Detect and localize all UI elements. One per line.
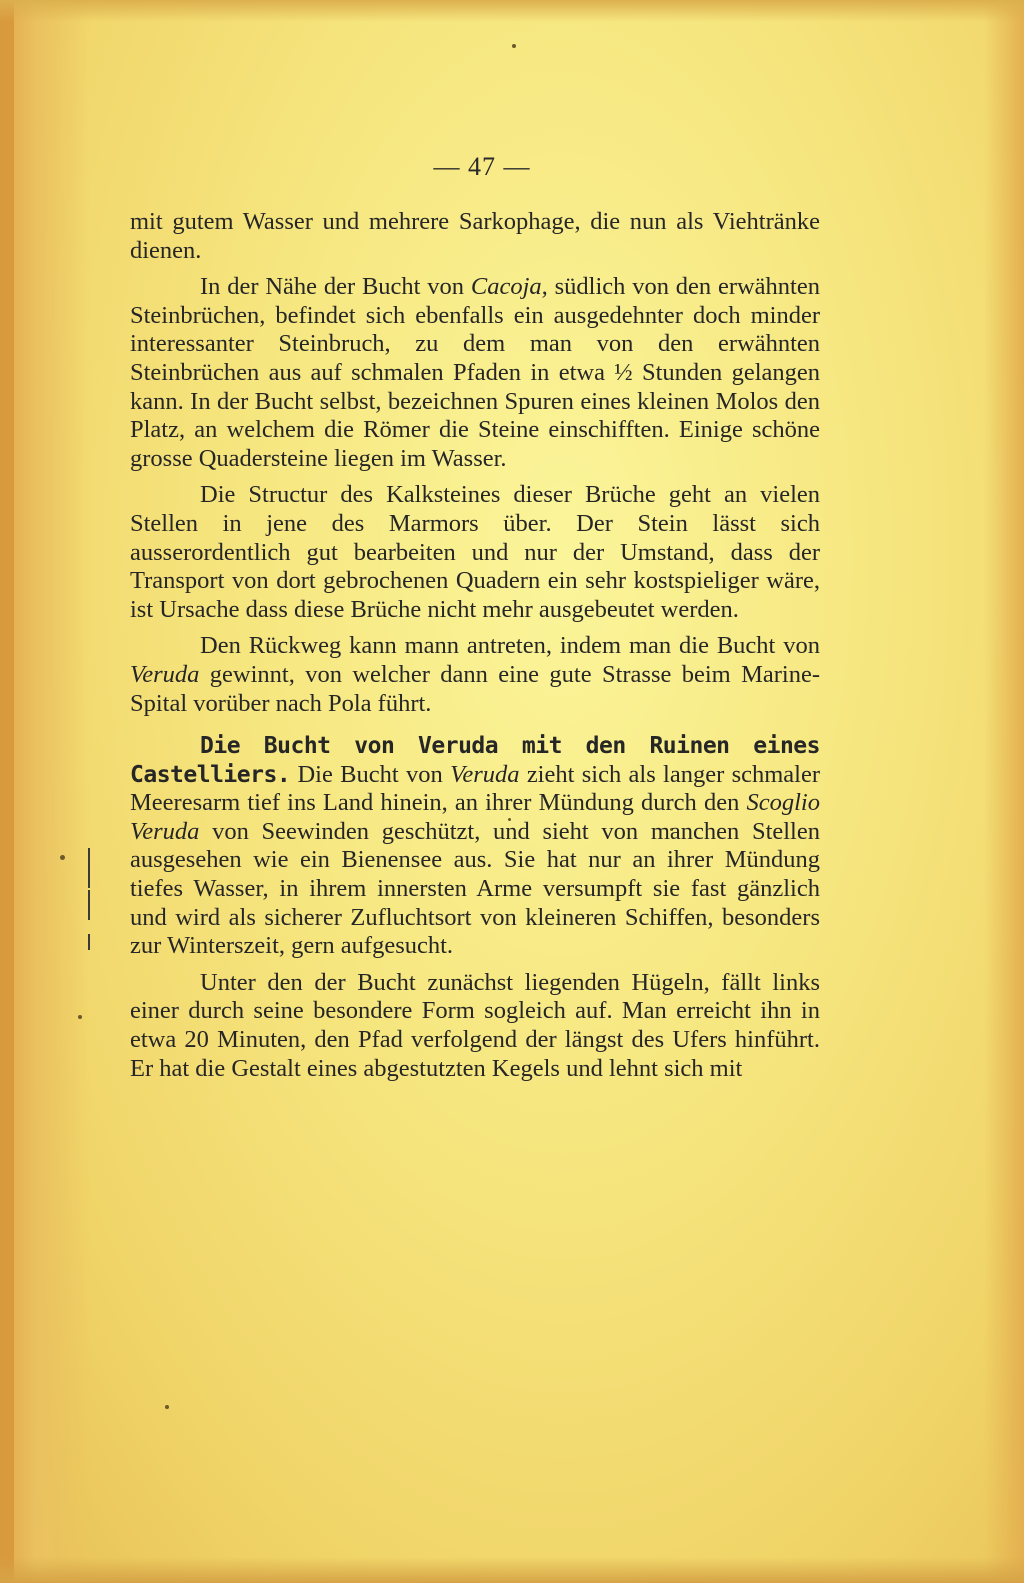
body-text bbox=[130, 208, 820, 1091]
place-name-italic: Veruda bbox=[450, 760, 520, 788]
paragraph-2 bbox=[130, 273, 820, 473]
paragraph-text: gewinnt, von welcher dann eine gute Strasse beim Marine-Spital vorüber nach Pola führt. bbox=[130, 660, 820, 717]
paragraph-text: Die Structur des Kalksteines dieser Brüche geht an vielen Stellen in jene des Marmors über. Der Stein lässt sich ausserordentlich gut bearbeiten und nur der Umstand, dass der Transport von dort gebrochenen Quadern ein sehr kostspieliger wäre, ist Ursache dass diese Brüche nicht mehr ausgebeutet werden. bbox=[130, 481, 820, 623]
section-heading: Die Bucht von Veruda mit den Ruinen eines Castelliers. bbox=[130, 733, 820, 788]
margin-mark bbox=[88, 934, 90, 950]
place-name-italic: Cacoja, bbox=[470, 273, 548, 301]
paragraph-text: Den Rückweg kann mann antreten, indem man die Bucht von bbox=[200, 632, 820, 660]
page-bottom-shading bbox=[0, 1557, 1024, 1583]
paragraph-3 bbox=[130, 481, 820, 624]
paragraph-text: von Seewinden geschützt, und sieht von manchen Stellen ausgesehen wie ein Bienensee aus. Sie hat nur an ihrer Mündung tiefes Wasser, in ihrem innersten Arme versumpft sie fast gänzlich und wird als sicherer Zufluchtsort von kleineren Schiffen, besonders zur Winterszeit, gern aufgesucht. bbox=[130, 817, 820, 960]
paper-speck bbox=[78, 1015, 82, 1019]
paragraph-text: In der Nähe der Bucht von bbox=[200, 273, 471, 301]
paragraph-6 bbox=[130, 969, 820, 1083]
paragraph-text: mit gutem Wasser und mehrere Sarkophage, die nun als Viehtränke dienen. bbox=[130, 208, 820, 264]
paragraph-text: Die Bucht von bbox=[290, 760, 451, 788]
margin-mark bbox=[88, 890, 90, 920]
paragraph-1 bbox=[130, 208, 820, 265]
paper-speck bbox=[60, 855, 65, 860]
paragraph-text: Unter den der Bucht zunächst liegenden Hügeln, fällt links einer durch seine besondere Form sogleich auf. Man erreicht ihn in etwa 20 Minuten, den Pfad verfolgend der längst des Ufers hinführt. Er hat die Gestalt eines abgestutzten Kegels und lehnt sich mit bbox=[130, 968, 820, 1082]
margin-mark bbox=[88, 848, 90, 888]
paragraph-5 bbox=[130, 732, 820, 961]
page-right-shading bbox=[984, 0, 1024, 1583]
place-name-italic: Scoglio Veruda bbox=[130, 789, 820, 845]
paragraph-text: südlich von den erwähnten Steinbrüchen, befindet sich ebenfalls ein ausgedehnter doch minder interessanter Steinbruch, zu dem man von den erwähnten Steinbrüchen aus auf schmalen Pfaden in etwa ½ Stunden gelangen kann. In der Bucht selbst, bezeichnen Spuren eines kleinen Molos den Platz, an welchem die Römer die Steine einschifften. Einige schöne grosse Quadersteine liegen im Wasser. bbox=[130, 273, 820, 472]
paragraph-4 bbox=[130, 632, 820, 718]
page-binding-edge bbox=[0, 0, 14, 1583]
place-name-italic: Veruda bbox=[130, 660, 200, 688]
paper-speck bbox=[165, 1405, 169, 1409]
page-number: — 47 — bbox=[433, 152, 531, 181]
paragraph-text: zieht sich als langer schmaler Meeresarm tief ins Land hinein, an ihrer Mündung durch den bbox=[130, 760, 820, 817]
paper-speck bbox=[512, 44, 516, 48]
page-top-shading bbox=[0, 0, 1024, 22]
